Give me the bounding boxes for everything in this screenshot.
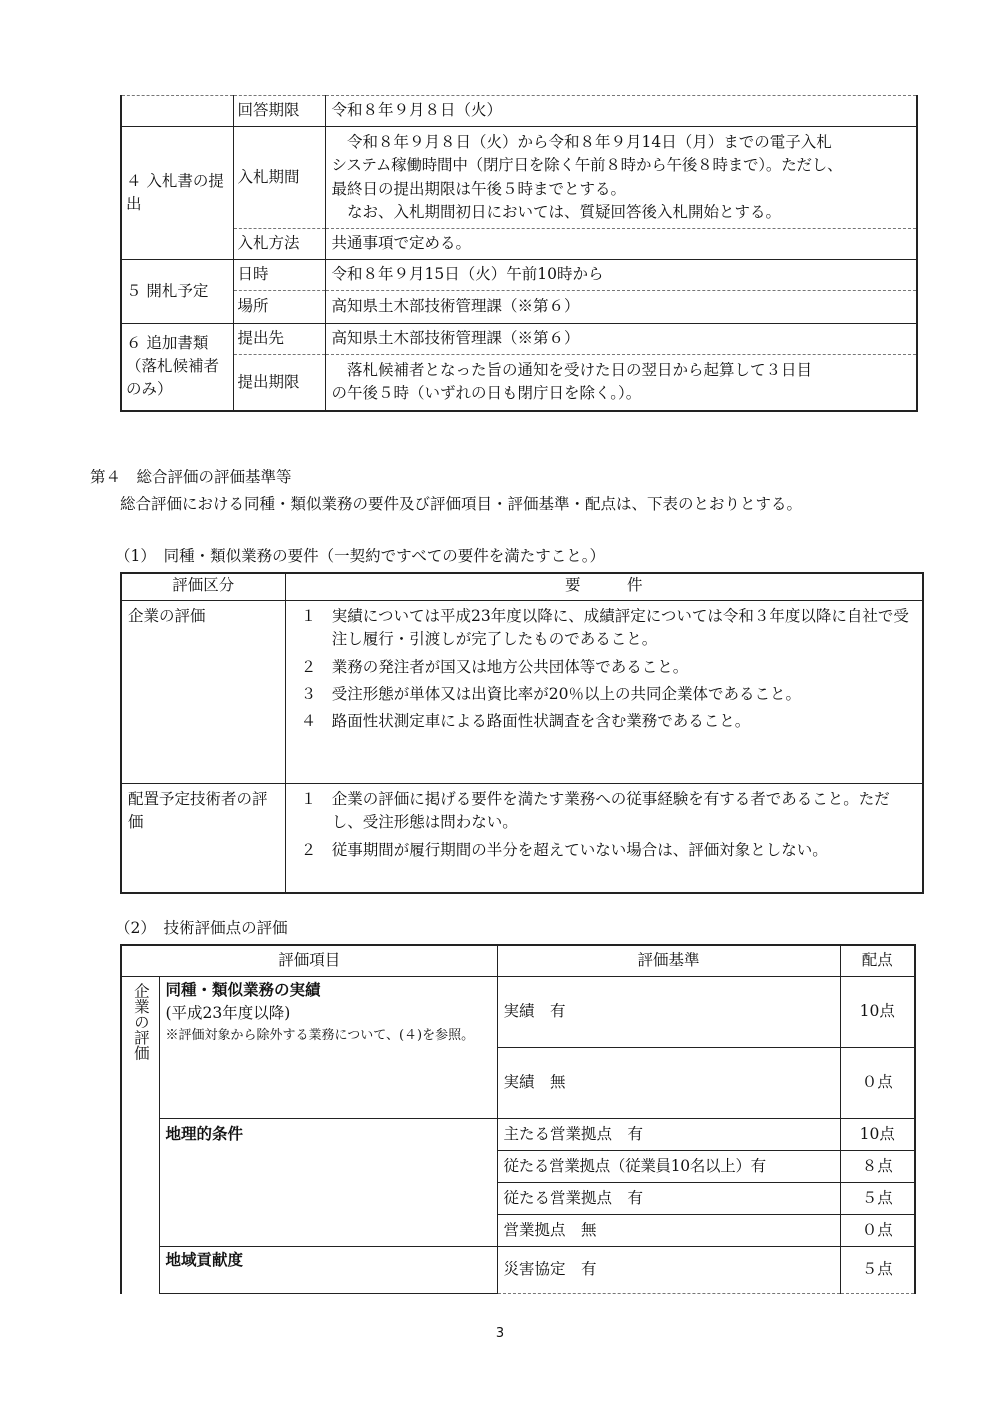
bid-method-value: 共通事項で定める。 [325,229,917,260]
bid-period-line: 最終日の提出期限は午後５時までとする。 [331,179,627,198]
table-row [121,260,917,291]
points-cell: ５点 [840,1183,915,1215]
item-title: 地域貢献度 [165,1251,244,1269]
submit-deadline-label: 提出期限 [233,355,325,411]
table-header-row [121,573,923,601]
submit-to-value: 高知県土木部技術管理課（※第６） [325,324,917,355]
requirement-cell [285,784,923,894]
table-row [121,291,917,324]
requirement-number: ２ [300,840,317,859]
category-cell: 企業の評価 [121,601,285,784]
bid-schedule-table [120,95,918,412]
requirement-number: ４ [300,712,317,730]
opening-section: ５ 開札予定 [121,260,233,324]
requirement-cell [285,601,923,784]
answer-deadline-label: 回答期限 [233,96,325,127]
bid-period-label: 入札期間 [233,127,325,229]
section-intro: 総合評価における同種・類似業務の要件及び評価項目・評価基準・配点は、下表のとおりとする。 [120,495,803,513]
requirement-number: ３ [300,684,317,703]
submit-deadline-line: 落札候補者となった旨の通知を受けた日の翌日から起算して３日目 [347,361,813,379]
table-row [121,229,917,260]
table-row [121,977,915,1048]
table-row [121,127,917,229]
submit-deadline-value [325,355,917,411]
points-cell: 10点 [840,1119,915,1151]
requirement-text: 実績については平成23年度以降に、成績評定については令和３年度以降に自社で受注し履行・引渡しが完了したものであること。 [331,607,909,649]
requirement-item [292,839,917,862]
group-label: 企業の評価 [131,983,150,1061]
answer-deadline-value: 令和８年９月８日（火） [325,96,917,127]
points-cell: 10点 [840,977,915,1048]
requirement-number: １ [300,607,317,625]
bid-method-label: 入札方法 [233,229,325,260]
bid-period-line: 令和８年９月８日（火）から令和８年９月14日（月）までの電子入札 [347,133,832,151]
item-cell [159,1119,497,1247]
technical-evaluation-table [120,944,916,1294]
sub-heading-1: （1） 同種・類似業務の要件（一契約ですべての要件を満たすこと。） [115,547,606,565]
table-row [121,601,923,784]
group-cell [121,977,159,1294]
item-title: 同種・類似業務の実績 [165,981,321,999]
col-item-header: 評価項目 [121,945,497,977]
col-criteria-header: 評価基準 [497,945,840,977]
table-header-row [121,945,915,977]
item-cell [159,1247,497,1294]
opening-place-value: 高知県土木部技術管理課（※第６） [325,291,917,324]
requirement-text: 受注形態が単体又は出資比率が20％以上の共同企業体であること。 [331,684,802,703]
page-number: 3 [495,1326,505,1341]
table-row [121,324,917,355]
requirement-item [292,605,917,652]
table-row [121,355,917,411]
table-row [121,1119,915,1151]
col-category-header: 評価区分 [121,573,285,601]
submit-to-label: 提出先 [233,324,325,355]
table-row [121,1247,915,1294]
col-points-header: 配点 [840,945,915,977]
points-cell: ０点 [840,1048,915,1119]
opening-date-label: 日時 [233,260,325,291]
bid-submission-section: ４ 入札書の提出 [121,127,233,260]
requirement-text: 業務の発注者が国又は地方公共団体等であること。 [331,657,689,676]
category-cell: 配置予定技術者の評価 [121,784,285,894]
criteria-cell: 営業拠点 無 [497,1215,840,1247]
item-note: ※評価対象から除外する業務について、(４)を参照。 [165,1027,475,1043]
points-cell: ０点 [840,1215,915,1247]
criteria-cell: 従たる営業拠点（従業員10名以上）有 [497,1151,840,1183]
opening-date-value: 令和８年９月15日（火）午前10時から [325,260,917,291]
requirement-item [292,710,917,733]
opening-place-label: 場所 [233,291,325,324]
bid-period-line: なお、入札期間初日においては、質疑回答後入札開始とする。 [347,202,782,221]
criteria-cell: 災害協定 有 [497,1247,840,1294]
sub-heading-2: （2） 技術評価点の評価 [115,919,288,937]
bid-period-value [325,127,917,229]
requirement-number: ２ [300,657,317,676]
criteria-cell: 従たる営業拠点 有 [497,1183,840,1215]
item-sub: (平成23年度以降) [165,1004,291,1023]
bid-period-line: システム稼働時間中（閉庁日を除く午前８時から午後８時まで）。ただし、 [331,156,843,175]
requirements-table [120,572,924,894]
requirement-text: 路面性状測定車による路面性状調査を含む業務であること。 [331,712,751,730]
criteria-cell: 実績 有 [497,977,840,1048]
requirement-number: １ [300,790,317,808]
submit-deadline-line: の午後５時（いずれの日も閉庁日を除く。）。 [331,384,642,403]
table-row [121,96,917,127]
item-title: 地理的条件 [165,1125,244,1143]
criteria-cell: 実績 無 [497,1048,840,1119]
col-requirement-header: 要 件 [285,573,923,601]
criteria-cell: 主たる営業拠点 有 [497,1119,840,1151]
points-cell: ５点 [840,1247,915,1294]
additional-docs-section: ６ 追加書類（落札候補者のみ） [121,324,233,411]
table-row [121,784,923,894]
requirement-text: 従事期間が履行期間の半分を超えていない場合は、評価対象としない。 [331,840,828,859]
requirement-item [292,683,917,706]
requirement-text: 企業の評価に掲げる要件を満たす業務への従事経験を有する者であること。ただし、受注形態は問わない。 [331,790,890,832]
points-cell: ８点 [840,1151,915,1183]
section-cell-empty [121,96,233,127]
section-heading: 第４ 総合評価の評価基準等 [90,468,292,486]
requirement-item [292,788,917,835]
item-cell [159,977,497,1119]
requirement-item [292,656,917,679]
